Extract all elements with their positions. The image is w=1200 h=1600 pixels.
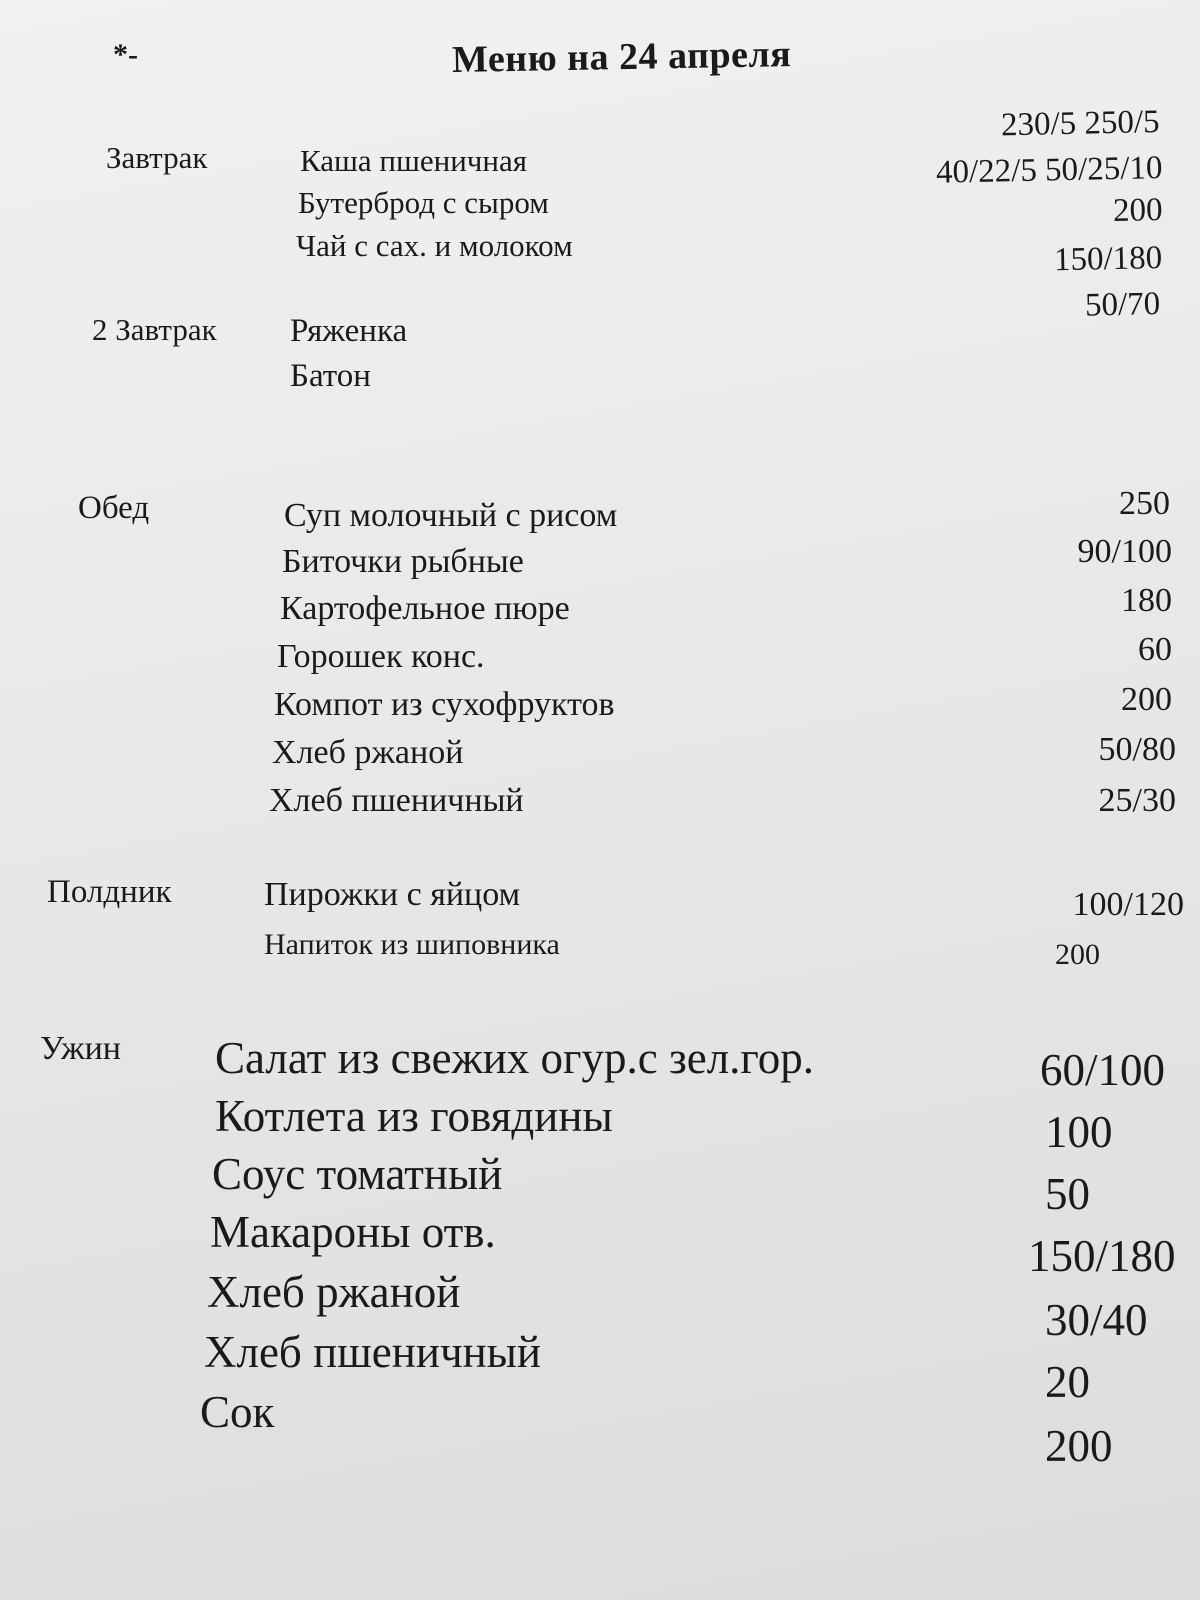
dish-item: Хлеб ржаной [207,1267,461,1317]
portion-value: 100/120 [1072,886,1184,923]
portion-value: 200 [1112,192,1163,230]
portion-value: 30/40 [1045,1295,1148,1345]
dish-item: Сок [200,1387,275,1437]
dish-item: Макароны отв. [210,1207,496,1257]
meal-label-breakfast-2: 2 Завтрак [92,312,217,347]
dish-item: Ряженка [290,313,408,349]
portion-value: 250 [1119,485,1170,522]
meal-label-snack: Полдник [47,874,172,910]
dish-item: Чай с сах. и молоком [296,228,573,263]
portion-value: 230/5 250/5 [1001,104,1161,144]
page-mark: *- [113,38,138,71]
portion-value: 25/30 [1098,782,1176,819]
dish-item: Хлеб пшеничный [269,782,524,819]
portion-value: 60 [1138,631,1172,668]
portion-value: 200 [1045,1421,1113,1471]
dish-item: Компот из сухофруктов [274,686,615,723]
portion-value: 50/70 [1084,286,1161,324]
dish-item: Горошек конс. [277,638,485,675]
dish-item: Суп молочный с рисом [284,497,618,534]
portion-value: 90/100 [1077,533,1172,570]
dish-item: Батон [290,358,371,394]
portion-value: 50/80 [1098,731,1176,768]
dish-item: Каша пшеничная [300,143,528,178]
dish-item: Хлеб ржаной [272,734,464,771]
portion-value: 150/180 [1028,1231,1176,1281]
dish-item: Котлета из говядины [215,1091,613,1141]
portion-value: 150/180 [1053,240,1163,279]
page-title: Меню на 24 апреля [451,33,792,81]
portion-value: 180 [1121,582,1172,619]
dish-item: Соус томатный [212,1149,503,1199]
portion-value: 100 [1045,1107,1113,1157]
portion-value: 60/100 [1040,1045,1166,1095]
dish-item: Салат из свежих огур.с зел.гор. [215,1033,814,1083]
meal-label-dinner: Ужин [40,1030,121,1067]
dish-item: Картофельное пюре [280,590,570,627]
dish-item: Хлеб пшеничный [204,1327,541,1377]
meal-label-breakfast: Завтрак [106,140,208,175]
portion-value: 200 [1121,681,1172,718]
portion-value: 40/22/5 50/25/10 [935,150,1163,191]
portion-value: 200 [1055,938,1100,971]
dish-item: Напиток из шиповника [264,928,560,961]
dish-item: Пирожки с яйцом [264,876,521,913]
portion-value: 20 [1045,1357,1090,1407]
portion-value: 50 [1045,1169,1090,1219]
dish-item: Биточки рыбные [282,543,524,580]
meal-label-lunch: Обед [78,490,150,526]
dish-item: Бутерброд с сыром [298,185,549,220]
